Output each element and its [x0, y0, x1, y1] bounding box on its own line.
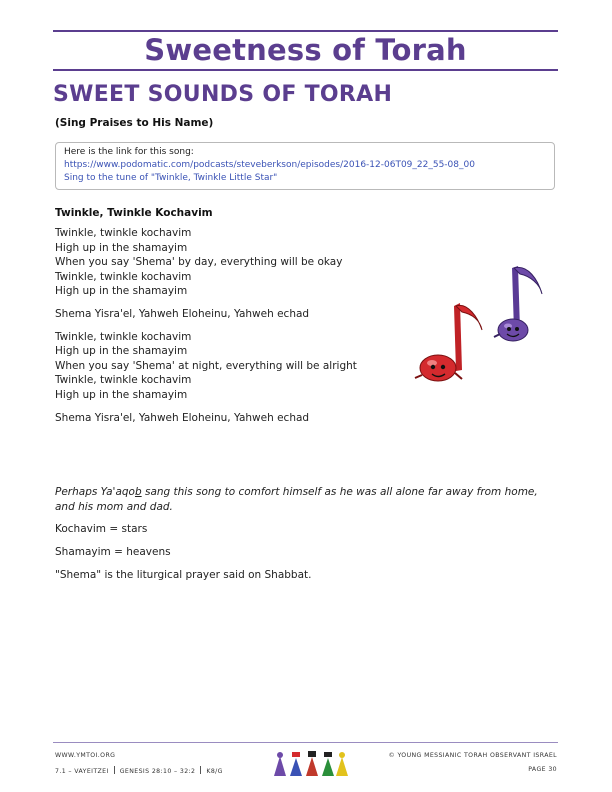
lyrics-stanza: [55, 226, 415, 299]
footer-scripture: GENESIS 28:10 – 32:2: [119, 768, 196, 775]
tune-note-link[interactable]: Sing to the tune of "Twinkle, Twinkle Little Star": [64, 173, 278, 183]
glossary-kochavim: Kochavim = stars: [55, 523, 148, 535]
lyrics-stanza: [55, 411, 415, 426]
song-link-box: [55, 142, 555, 190]
podcast-link[interactable]: https://www.podomatic.com/podcasts/steveberkson/episodes/2016-12-06T09_22_55-08_00: [64, 160, 475, 170]
story-note-text: sang this song to comfort himself as he was all alone far away from home, and his mom and dad.: [55, 486, 538, 513]
footer-separator: [114, 766, 115, 774]
lyrics-stanza: [55, 307, 415, 322]
footer-copyright: © YOUNG MESSIANIC TORAH OBSERVANT ISRAEL: [388, 752, 557, 759]
lyric-line: High up in the shamayim: [55, 241, 188, 254]
banner-title: Sweetness of Torah: [144, 33, 467, 67]
story-note-underlined: b: [134, 486, 142, 498]
footer-page-number: PAGE 30: [528, 766, 557, 773]
footer-level: K8/G: [206, 768, 223, 775]
lyric-line: Shema Yisra'el, Yahweh Eloheinu, Yahweh echad: [55, 411, 310, 424]
story-note: [55, 485, 545, 514]
footer-separator: [200, 766, 201, 774]
link-intro-text: Here is the link for this song:: [64, 147, 194, 157]
lyric-line: High up in the shamayim: [55, 388, 188, 401]
song-title: Twinkle, Twinkle Kochavim: [55, 207, 213, 219]
lyric-line: Shema Yisra'el, Yahweh Eloheinu, Yahweh echad: [55, 307, 310, 320]
lyrics-stanza: [55, 330, 415, 403]
music-notes-illustration: [410, 258, 560, 388]
lyric-line: Twinkle, twinkle kochavim: [55, 374, 192, 387]
section-title: SWEET SOUNDS OF TORAH: [53, 82, 393, 107]
footer-logo-figures-icon: [270, 748, 350, 780]
lyric-line: When you say 'Shema' by day, everything will be okay: [55, 256, 343, 269]
footer-website: WWW.YMTOI.ORG: [55, 752, 116, 759]
red-music-note-icon: [415, 303, 482, 381]
footer-reference: [55, 766, 223, 775]
lyric-line: Twinkle, twinkle kochavim: [55, 330, 192, 343]
footer-parasha: 7.1 – VAYEITZEI: [55, 768, 109, 775]
glossary-shema: "Shema" is the liturgical prayer said on Shabbat.: [55, 569, 312, 581]
header-bottom-rule: [53, 69, 558, 71]
song-lyrics: [55, 226, 415, 433]
lyric-line: High up in the shamayim: [55, 285, 188, 298]
glossary-shamayim: Shamayim = heavens: [55, 546, 171, 558]
lyric-line: When you say 'Shema' at night, everything will be alright: [55, 359, 357, 372]
lyric-line: Twinkle, twinkle kochavim: [55, 227, 192, 239]
footer-rule: [53, 742, 558, 743]
lyric-line: Twinkle, twinkle kochavim: [55, 270, 192, 283]
purple-music-note-icon: [494, 266, 542, 341]
story-note-text: Perhaps Ya'aqo: [55, 486, 135, 498]
lyric-line: High up in the shamayim: [55, 345, 188, 358]
subtitle: (Sing Praises to His Name): [55, 117, 214, 129]
